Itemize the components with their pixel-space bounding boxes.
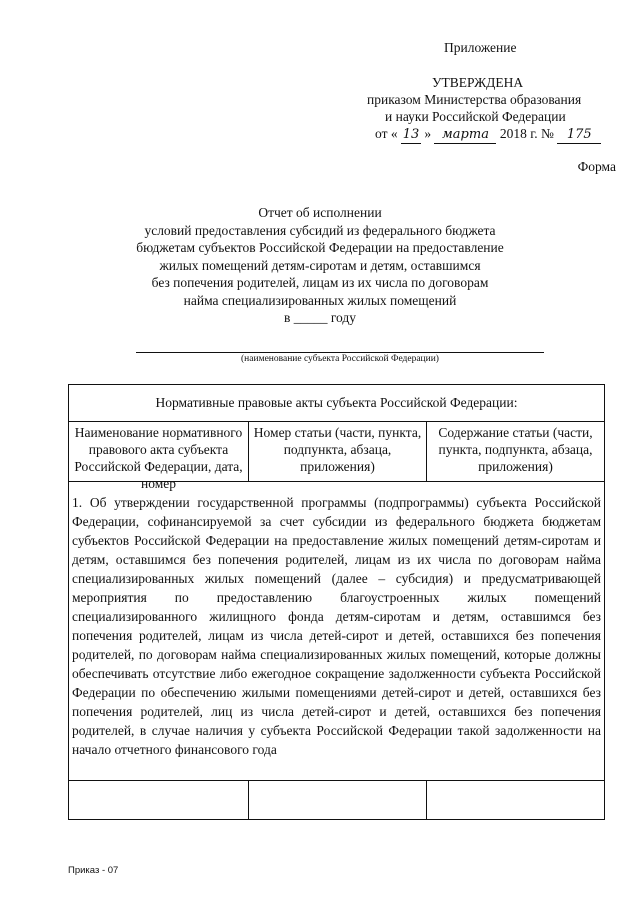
approval-line-1: приказом Министерства образования [367, 92, 582, 107]
empty-cell[interactable] [249, 781, 427, 819]
report-title [0, 204, 640, 327]
empty-cell[interactable] [69, 781, 249, 819]
table-header-row [69, 421, 604, 491]
appendix-label: Приложение [444, 40, 517, 55]
title-line: без попечения родителей, лицам из их числа по договорам [151, 275, 489, 290]
date-year: 2018 г. № [499, 126, 554, 141]
title-line: жилых помещений детям-сиротам и детям, оставшимся [159, 257, 481, 273]
acts-table [68, 384, 605, 820]
title-line: найма специализированных жилых помещений [183, 292, 457, 308]
header-article-content: Содержание статьи (части, пункта, подпункта, абзаца, приложения) [438, 425, 593, 474]
table-empty-row [69, 781, 604, 819]
subject-name-caption: (наименование субъекта Российской Федерации) [241, 354, 439, 364]
date-day: 13 [402, 127, 420, 142]
approval-date-line [375, 125, 601, 144]
date-mid: » [424, 126, 432, 141]
title-line: условий предоставления субсидий из федерального бюджета [144, 222, 496, 238]
title-year-line: в _____ году [283, 310, 357, 325]
title-line: Отчет об исполнении [258, 205, 382, 220]
footer-code: Приказ - 07 [68, 865, 119, 876]
table-section-title: Нормативные правовые акты субъекта Российской Федерации: [69, 385, 604, 422]
table-item-1: 1. Об утверждении государственной программы (подпрограммы) субъекта Российской Федерации, софинансируемой за счет субсидии из федерального бюджета бюджетам субъектов Российской Федерации на предоставление жилых помещений детям-сиротам и детям, оставшимся без попечения родителей, лицам из их числа по договорам найма специализированных жилых помещений (далее – субсидия) и предусматривающей мероприятия по предоставлению благоустроенных жилых помещений специализированного жилищного фонда детям-сиротам и детям, оставшимся без попечения родителей, лицам из числа детей-сирот и детей, оставшихся без попечения родителей, по договорам найма специализированных жилых помещений, которые должны обеспечивать отсутствие либо ежегодное сокращение задолженности субъекта Российской Федерации по обеспечению жилыми помещениями детей-сирот и детей, оставшихся без попечения родителей, лиц из числа детей-сирот и детей, оставшихся без попечения родителей, в случае наличия у субъекта Российской Федерации такой задолженности на начало отчетного финансового года [69, 481, 604, 781]
header-article-number: Номер статьи (части, пункта, подпункта, абзаца, приложения) [249, 421, 427, 481]
date-month: марта [434, 126, 496, 144]
empty-cell[interactable] [427, 781, 604, 819]
subject-name-line [136, 352, 544, 353]
date-prefix: от « [375, 126, 398, 141]
order-number: 175 [557, 126, 601, 144]
approved-label: УТВЕРЖДЕНА [432, 75, 524, 90]
form-label: Форма [577, 159, 616, 174]
approval-line-2: и науки Российской Федерации [385, 109, 566, 124]
title-line: бюджетам субъектов Российской Федерации на предоставление [136, 240, 504, 255]
header-act-name: Наименование нормативного правового акта субъекта Российской Федерации, дата, номер [69, 421, 249, 481]
